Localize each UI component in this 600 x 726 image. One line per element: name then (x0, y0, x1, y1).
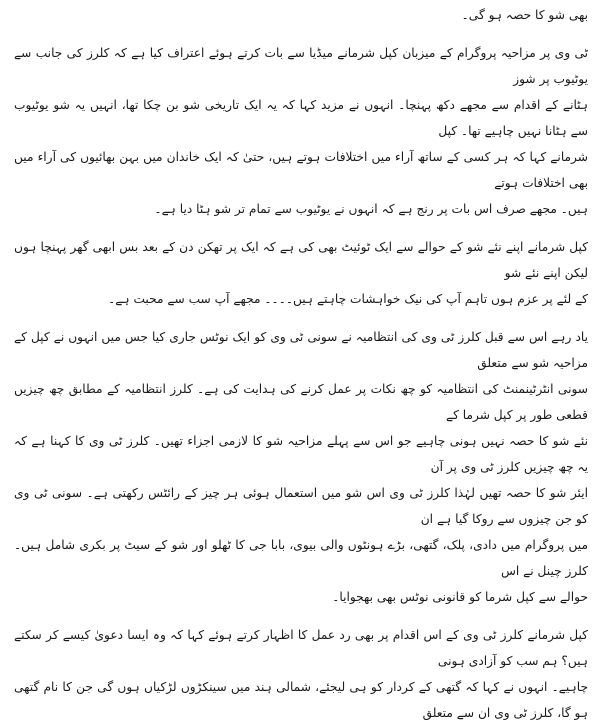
article-page (0, 2, 600, 720)
paragraph-intro-end (14, 2, 588, 28)
text-line: ٹی وی پر مزاحیہ پروگرام کے میزبان کپل شرمانے میڈیا سے بات کرتے ہوئے اعتراف کیا ہے کہ کلرز کی جانب سے یوٹیوب پر شوز (14, 46, 588, 86)
paragraph-kapil-statement (14, 40, 588, 222)
text-line: کپل شرمانے اپنے نئے شو کے حوالے سے ایک ٹوئیٹ بھی کی ہے کہ ایک پر تھکن دن کے بعد بس ابھی گھر پہنچا ہوں لیکن اپنے نئے شو (14, 240, 588, 280)
paragraph-colors-notice (14, 324, 588, 610)
text-line: ایئر شو کا حصہ تھیں لہٰذا کلرز ٹی وی اس شو میں استعمال ہوئی ہر چیز کے رائٹس رکھتی ہے۔ سونی ٹی وی کو جن چیزوں سے روکا گیا ہے ان (14, 486, 588, 526)
text-line: حوالے سے کپل شرما کو قانونی نوٹس بھی بھجوایا۔ (332, 590, 588, 604)
text-line: کے لئے پر عزم ہوں تاہم آپ کی نیک خواہشات چاہتے ہیں۔۔۔۔ مجھے آپ سب سے محبت ہے۔ (108, 292, 588, 306)
text-line: یاد رہے اس سے قبل کلرز ٹی وی کی انتظامیہ نے سونی ٹی وی کو ایک نوٹس جاری کیا جس میں انہوں نے کپل کے مزاحیہ شو سے متعلق (14, 330, 588, 370)
text-line: نئے شو کا حصہ نہیں ہونی چاہیے جو اس سے پہلے مزاحیہ شو کا لازمی اجزاء تھیں۔ کلرز ٹی وی کا کہنا ہے کہ یہ چھ چیزیں کلرز ٹی وی پر آن (14, 434, 588, 474)
paragraph-reaction (14, 622, 588, 726)
text-line: میں پروگرام میں دادی، پلک، گتھی، بڑے ہونٹوں والی بیوی، بابا جی کا ٹھلو اور شو کے سیٹ پر بکری شامل ہیں۔ کلرز چینل نے اس (14, 538, 589, 578)
text-line: چاہیے۔ انہوں نے کہا کہ گتھی کے کردار کو ہی لیجئے، شمالی ہند میں سینکڑوں لڑکیاں ہوں گی جن کا نام گتھی ہو گا، کلرز ٹی وی ان سے متعلق (14, 680, 588, 720)
text-line: ہٹانے کے اقدام سے مجھے دکھ پہنچا۔ انہوں نے مزید کہا کہ یہ ایک تاریخی شو بن چکا تھا، انہیں یہ شو یوٹیوب سے ہٹانا نہیں چاہیے تھا۔ کپل (14, 98, 588, 138)
text-line: شرمانے کہا کہ ہر کسی کے ساتھ آراء میں اختلافات ہوتے ہیں، حتیٰ کہ ایک خاندان میں بہن بھائیوں کی آراء میں بھی اختلافات ہوتے (14, 150, 588, 190)
paragraph-tweet (14, 234, 588, 312)
text-line: بھی شو کا حصہ ہو گی۔ (461, 8, 588, 22)
text-line: سونی انٹرٹینمنٹ کی انتظامیہ کو چھ نکات پر عمل کرنے کی ہدایت کی ہے۔ کلرز انتظامیہ کے مطابق چھ چیزیں قطعی طور پر کپل شرما کے (14, 382, 588, 422)
text-line: ہیں۔ مجھے صرف اس بات پر رنج ہے کہ انہوں نے یوٹیوب سے تمام تر شو ہٹا دیا ہے۔ (154, 202, 588, 216)
text-line: کپل شرمانے کلرز ٹی وی کے اس اقدام پر بھی رد عمل کا اظہار کرتے ہوئے کہا کہ وہ ایسا دعویٰ کیسے کر سکتے ہیں؟ ہم سب کو آزادی ہونی (14, 628, 588, 668)
